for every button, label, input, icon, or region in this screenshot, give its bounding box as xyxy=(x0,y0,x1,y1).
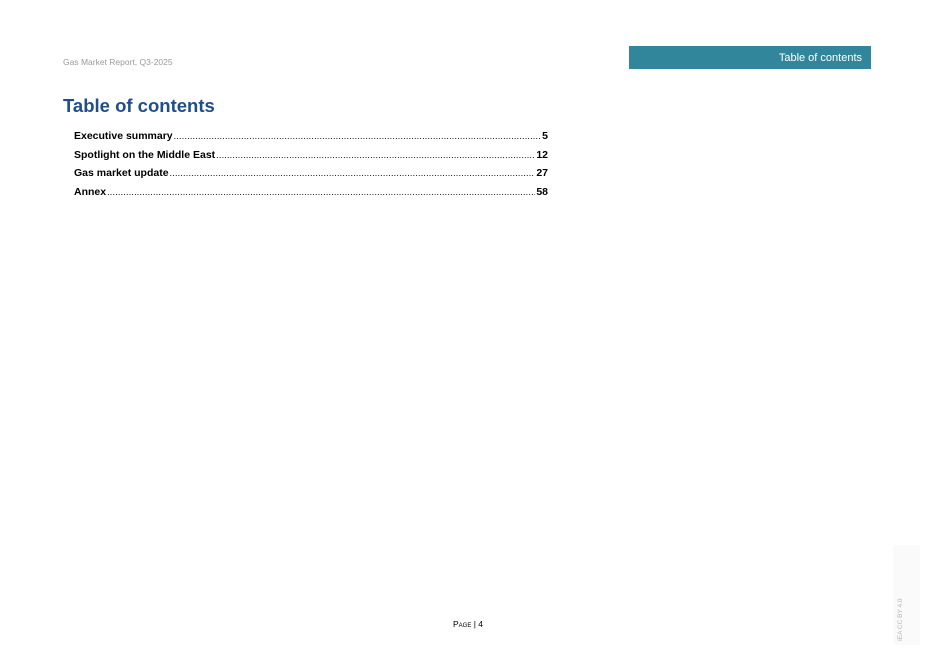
toc-entry-annex[interactable] xyxy=(74,186,548,205)
toc-dot-leader xyxy=(216,150,535,160)
page-footer xyxy=(0,619,936,629)
section-tab xyxy=(629,46,871,69)
toc-entry-title: Gas market update xyxy=(74,167,169,179)
toc-entry-title: Spotlight on the Middle East xyxy=(74,148,216,161)
toc-entry-spotlight-middle-east[interactable] xyxy=(74,149,548,168)
toc-entry-page: 5 xyxy=(542,130,548,142)
page-label: Page xyxy=(452,619,472,629)
toc-entry-executive-summary[interactable] xyxy=(74,130,548,149)
toc-entry-page: 12 xyxy=(536,148,548,161)
toc-list xyxy=(74,130,548,204)
running-header-report-name: Gas Market Report, Q3-2025 xyxy=(63,57,173,67)
section-tab-label: Table of contents xyxy=(778,51,862,64)
page-title: Table of contents xyxy=(63,95,215,116)
toc-entry-page: 58 xyxy=(536,185,548,198)
toc-entry-gas-market-update[interactable] xyxy=(74,167,548,186)
toc-dot-leader xyxy=(170,168,536,178)
toc-entry-title: Executive summary xyxy=(74,130,173,142)
toc-dot-leader xyxy=(107,187,535,197)
toc-entry-title: Annex xyxy=(74,185,107,198)
toc-entry-page: 27 xyxy=(536,167,548,179)
toc-dot-leader xyxy=(174,131,542,141)
license-label: IEA CC BY 4.0 xyxy=(897,598,904,641)
page-number: 4 xyxy=(478,619,483,629)
page-separator: | xyxy=(471,619,479,629)
